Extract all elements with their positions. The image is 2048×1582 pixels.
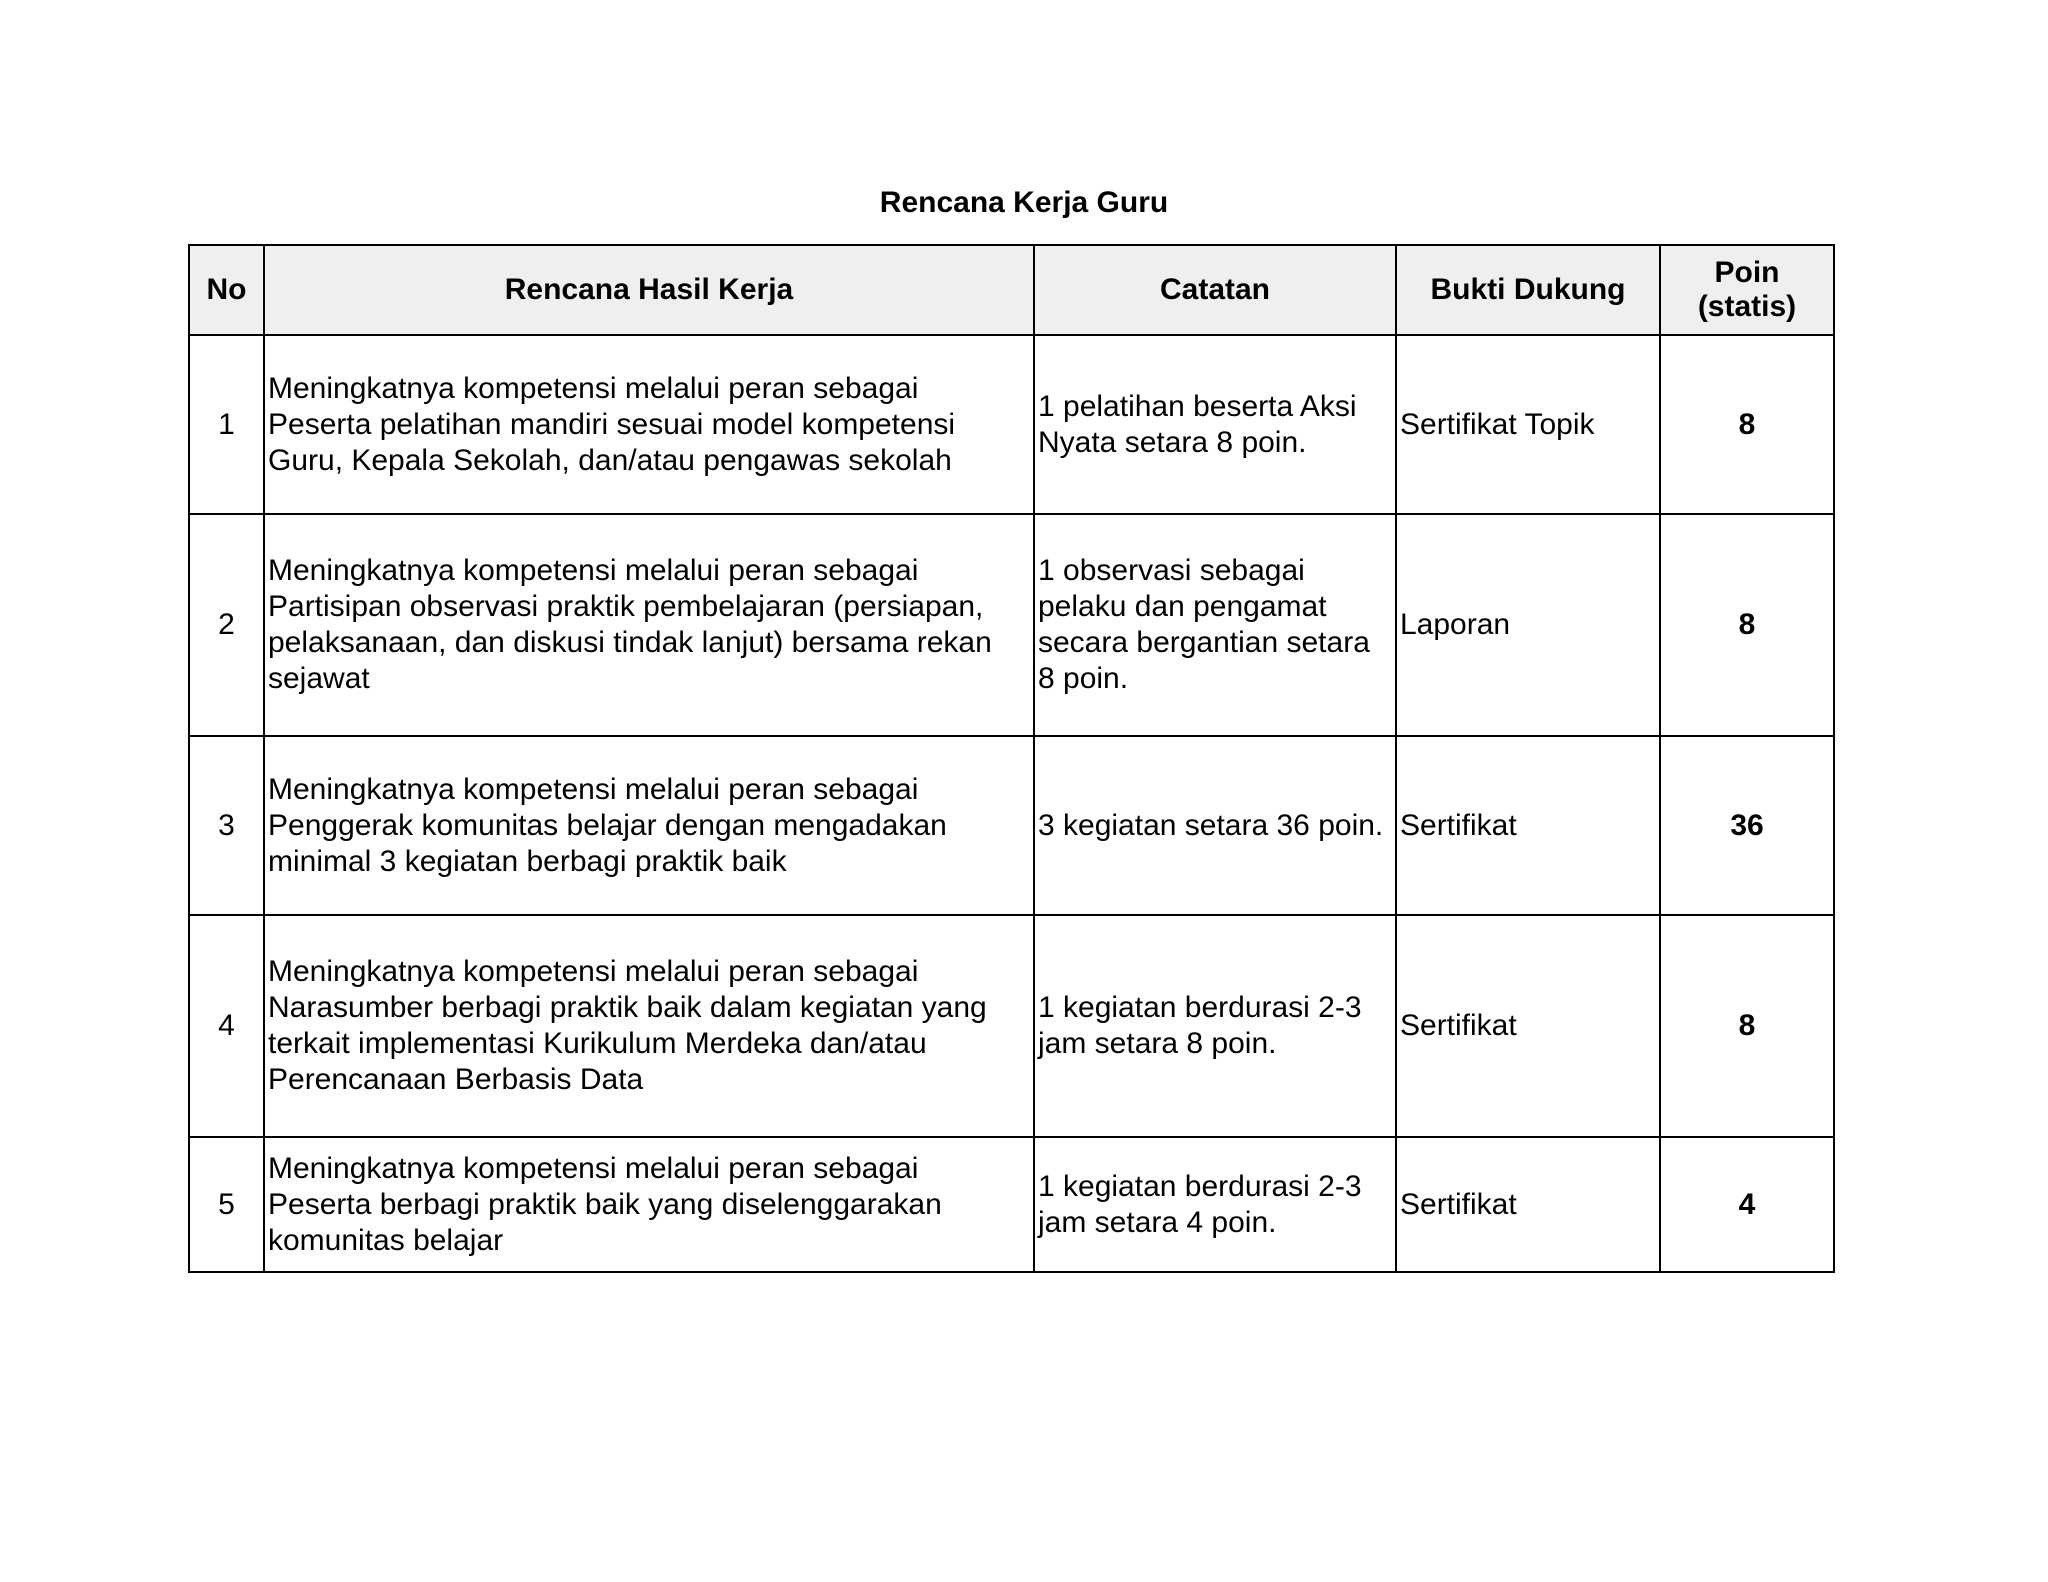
cell-rencana-hasil-kerja: Meningkatnya kompetensi melalui peran sebagai Partisipan observasi praktik pembelajaran (persiapan, pelaksanaan, dan diskusi tindak lanjut) bersama rekan sejawat bbox=[264, 514, 1034, 736]
table-row bbox=[189, 915, 1834, 1137]
header-poin-label: Poin bbox=[1714, 256, 1780, 289]
header-catatan: Catatan bbox=[1034, 245, 1396, 335]
cell-poin: 8 bbox=[1660, 915, 1834, 1137]
cell-rencana-hasil-kerja: Meningkatnya kompetensi melalui peran sebagai Peserta berbagi praktik baik yang diselenggarakan komunitas belajar bbox=[264, 1137, 1034, 1272]
cell-poin: 8 bbox=[1660, 335, 1834, 514]
cell-no: 4 bbox=[189, 915, 264, 1137]
cell-rencana-hasil-kerja: Meningkatnya kompetensi melalui peran sebagai Peserta pelatihan mandiri sesuai model kompetensi Guru, Kepala Sekolah, dan/atau pengawas sekolah bbox=[264, 335, 1034, 514]
cell-catatan: 1 pelatihan beserta Aksi Nyata setara 8 poin. bbox=[1034, 335, 1396, 514]
cell-bukti-dukung: Sertifikat bbox=[1396, 1137, 1660, 1272]
header-poin bbox=[1660, 245, 1834, 335]
table-row bbox=[189, 1137, 1834, 1272]
cell-poin: 4 bbox=[1660, 1137, 1834, 1272]
header-rencana-hasil-kerja: Rencana Hasil Kerja bbox=[264, 245, 1034, 335]
cell-catatan: 1 kegiatan berdurasi 2-3 jam setara 8 poin. bbox=[1034, 915, 1396, 1137]
cell-no: 1 bbox=[189, 335, 264, 514]
table-header-row bbox=[189, 245, 1834, 335]
cell-rencana-hasil-kerja: Meningkatnya kompetensi melalui peran sebagai Narasumber berbagi praktik baik dalam kegiatan yang terkait implementasi Kurikulum Merdeka dan/atau Perencanaan Berbasis Data bbox=[264, 915, 1034, 1137]
cell-no: 2 bbox=[189, 514, 264, 736]
cell-poin: 36 bbox=[1660, 736, 1834, 915]
cell-rencana-hasil-kerja: Meningkatnya kompetensi melalui peran sebagai Penggerak komunitas belajar dengan mengadakan minimal 3 kegiatan berbagi praktik baik bbox=[264, 736, 1034, 915]
table-row bbox=[189, 736, 1834, 915]
table-row bbox=[189, 514, 1834, 736]
header-poin-sublabel: (statis) bbox=[1697, 290, 1797, 323]
header-no: No bbox=[189, 245, 264, 335]
cell-catatan: 1 observasi sebagai pelaku dan pengamat secara bergantian setara 8 poin. bbox=[1034, 514, 1396, 736]
cell-poin: 8 bbox=[1660, 514, 1834, 736]
cell-catatan: 1 kegiatan berdurasi 2-3 jam setara 4 poin. bbox=[1034, 1137, 1396, 1272]
table-row bbox=[189, 335, 1834, 514]
work-plan-table bbox=[188, 244, 1835, 1273]
header-bukti-dukung: Bukti Dukung bbox=[1396, 245, 1660, 335]
cell-catatan: 3 kegiatan setara 36 poin. bbox=[1034, 736, 1396, 915]
cell-no: 3 bbox=[189, 736, 264, 915]
cell-bukti-dukung: Sertifikat bbox=[1396, 736, 1660, 915]
cell-bukti-dukung: Sertifikat Topik bbox=[1396, 335, 1660, 514]
cell-bukti-dukung: Sertifikat bbox=[1396, 915, 1660, 1137]
cell-bukti-dukung: Laporan bbox=[1396, 514, 1660, 736]
document-title: Rencana Kerja Guru bbox=[879, 186, 1169, 219]
cell-no: 5 bbox=[189, 1137, 264, 1272]
